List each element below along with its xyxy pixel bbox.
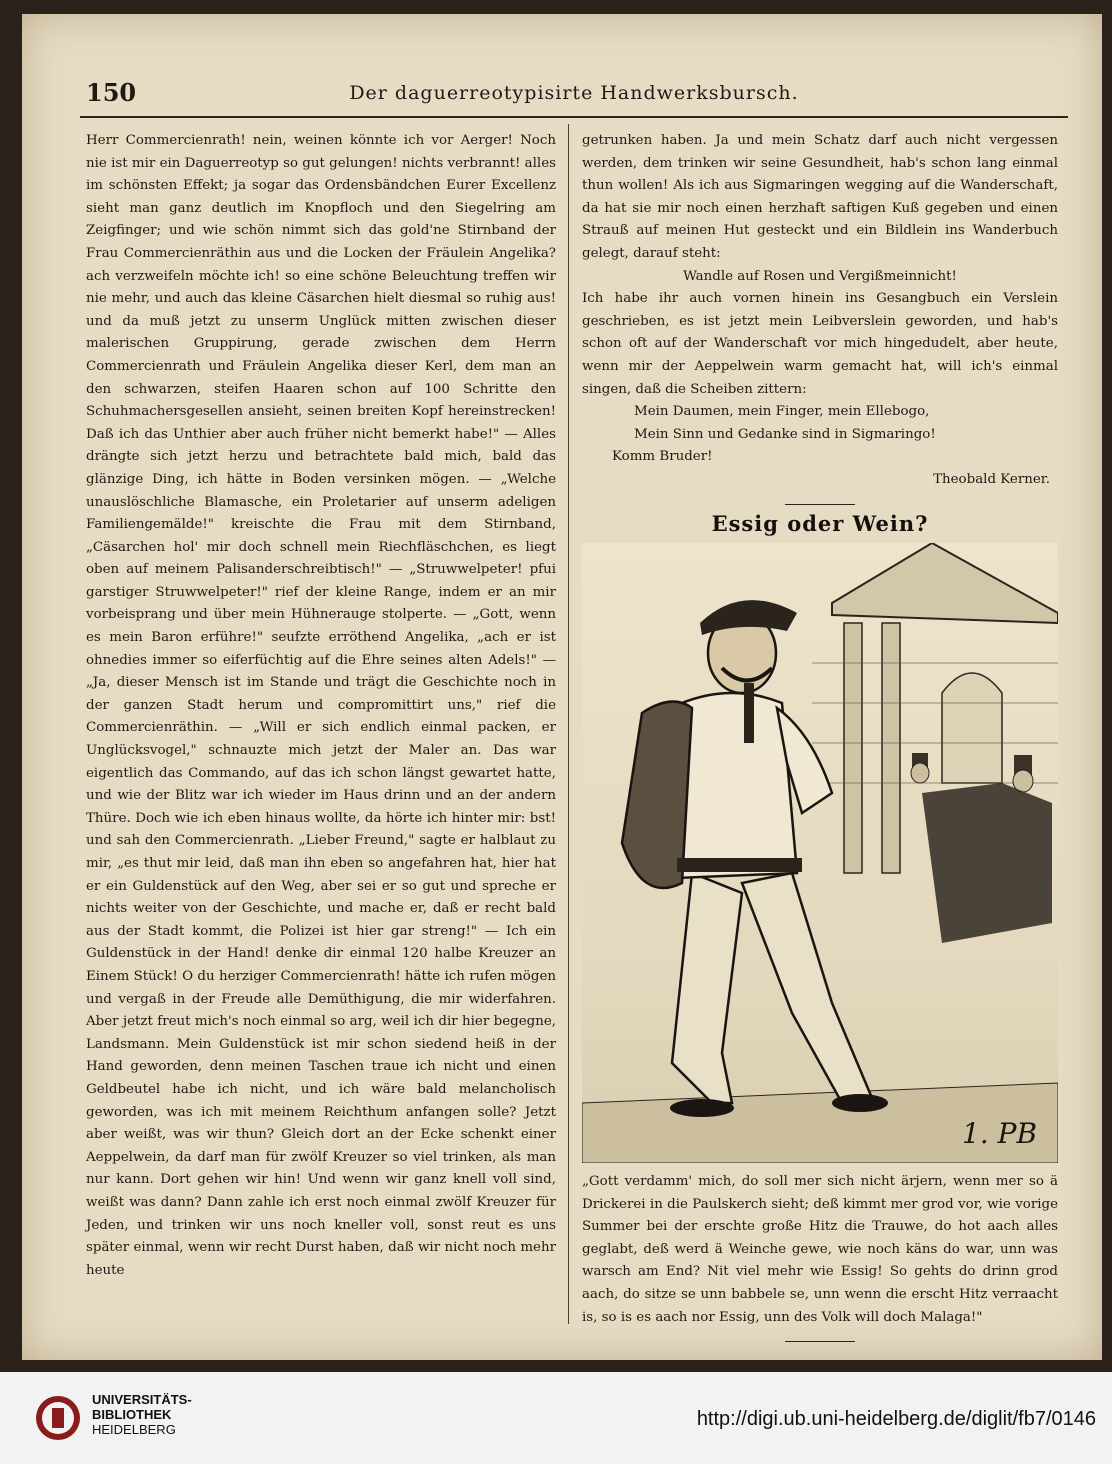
verse-line-3: Komm Bruder! xyxy=(612,449,713,465)
left-column xyxy=(86,130,556,1282)
illustration-drawing xyxy=(582,543,1058,1163)
figure-left-shoe xyxy=(670,1099,734,1117)
library-line-1: UNIVERSITÄTS- xyxy=(92,1392,192,1407)
author-signature: Theobald Kerner. xyxy=(933,471,1050,487)
figure-right-leg xyxy=(742,873,872,1103)
library-line-3: HEIDELBERG xyxy=(92,1422,176,1437)
section-divider xyxy=(785,504,855,505)
column-right xyxy=(882,623,900,873)
running-title: Der daguerreotypisirte Handwerksbursch. xyxy=(349,82,799,104)
page-number: 150 xyxy=(86,78,137,107)
section-title: Essig oder Wein? xyxy=(711,510,929,536)
column-divider xyxy=(568,124,569,1324)
verse-rosen: Wandle auf Rosen und Vergißmeinnicht! xyxy=(683,268,957,284)
right-column xyxy=(582,130,1058,1342)
footer-bar xyxy=(0,1372,1112,1464)
page-header xyxy=(80,72,1068,118)
end-divider xyxy=(785,1341,855,1342)
right-paragraph-2: Ich habe ihr auch vornen hinein ins Gesangbuch ein Verslein geschrieben, es ist jetzt mein Leibverslein geworden, und hab's schon oft auf der Wanderschaft vor mich hingedudelt, aber heute, wenn mir der Aeppelwein warm gemacht hat, will ich's einmal singen, daß die Scheiben zittern: xyxy=(582,291,1058,397)
verse-line-1: Mein Daumen, mein Finger, mein Ellebogo, xyxy=(634,404,930,420)
library-seal-icon xyxy=(34,1394,82,1442)
library-line-2: BIBLIOTHEK xyxy=(92,1407,172,1422)
figure-right-shoe xyxy=(832,1094,888,1112)
illustration-journeyman xyxy=(582,543,1058,1163)
scanned-page xyxy=(22,14,1102,1360)
column-left xyxy=(844,623,862,873)
library-name xyxy=(92,1392,192,1437)
temple-roof xyxy=(832,543,1058,623)
right-paragraph-1: getrunken haben. Ja und mein Schatz darf auch nicht vergessen werden, dem trinken wir seine Gesundheit, hab's schon lang einmal thun wollen! Als ich aus Sigmaringen wegging auf die Wanderschaft, da hat sie mir noch einen herzhaft saftigen Kuß gegeben und einen Strauß auf meinen Hut gesteckt und ein Bildlein ins Wanderbuch gelegt, darauf steht: xyxy=(582,133,1058,261)
illustration-monogram: 1. PB xyxy=(962,1117,1038,1151)
illustration-caption: „Gott verdamm' mich, do soll mer sich nicht ärjern, wenn mer so ä Drickerei in die Paulskerch sieht; deß kimmt mer grod vor, wie vorige Summer bei der erschte große Hitz die Trauwe, do hot aach alles geglabt, deß werd ä Weinche gewe, wie noch käns do war, unn was warsch am End? Nit viel mehr wie Essig! So gehts do drinn grod aach, do sitze se unn babbele se, unn wenn die erscht Hitz verraacht is, so is es aach nor Essig, unn des Volk will doch Malaga!" xyxy=(582,1174,1058,1325)
archway xyxy=(942,673,1002,783)
verse-line-2: Mein Sinn und Gedanke sind in Sigmaringo! xyxy=(634,426,936,442)
figure-tie xyxy=(744,683,754,743)
figure-left-leg xyxy=(672,873,742,1103)
figure-belt xyxy=(677,858,802,872)
permalink-url[interactable]: http://digi.ub.uni-heidelberg.de/diglit/fb7/0146 xyxy=(696,1408,1096,1430)
left-column-text: Herr Commercienrath! nein, weinen könnte ich vor Aerger! Noch nie ist mir ein Daguerreotyp so gut gelungen! nichts verbrannt! alles im schönsten Effekt; ja sogar das Ordensbändchen Eurer Excellenz sieht man ganz deutlich im Knopfloch und den Siegelring am Zeigfinger; und wie schön nimmt sich das gold'ne Stirnband der Frau Commercienräthin aus und die Locken der Fräulein Angelika? ach verzweifeln möchte ich! so eine schöne Beleuchtung treffen wir nie mehr, und auch das kleine Cäsarchen hielt diesmal so ruhig aus! und da muß jetzt zu unserm Unglück mitten zwischen dieser malerischen Gruppirung, gerade zwischen dem Herrn Commercienrath und Fräulein Angelika dieser Kerl, dem man an den schwarzen, steifen Haaren schon auf 100 Schritte den Schuhmachersgesellen ansieht, seinen breiten Kopf hereinstrecken! Daß ich das Unthier aber auch früher nicht bemerkt habe!" — Alles drängte sich jetzt herzu und betrachtete bald mich, bald das glänzige Ding, ich hätte in Boden versinken mögen. — „Welche unauslöschliche Blamasche, ein Proletarier auf unserm adeligen Familiengemälde!" kreischte die Frau mit dem Stirnband, „Cäsarchen hol' mir doch schnell mein Riechfläschchen, es liegt oben auf meinem Palisanderschreibtisch!" — „Struwwelpeter! pfui garstiger Struwwelpeter!" rief der kleine Range, indem er an mir vorbeisprang und über mein Hühnerauge stolperte. — „Gott, wenn es mein Baron erführe!" seufzte erröthend Angelika, „ach er ist ohnedies immer so eiferfüchtig auf die Ehre seines alten Adels!" — „Ja, dieser Mensch ist im Stande und trägt die Geschichte noch in der ganzen Stadt herum und compromittirt uns," rief die Commercienräthin. — „Will er sich endlich einmal packen, er Unglücksvogel," schnauzte mich jetzt der Maler an. Das war eigentlich das Commando, auf das ich schon längst gewartet hatte, und wie der Blitz war ich wieder im Haus drinn und an der andern Thüre. Doch wie ich eben hinaus wollte, da hörte ich hinter mir: bst! und sah den Commercienrath. „Lieber Freund," sagte er halblaut zu mir, „es thut mir leid, daß man ihn eben so angefahren hat, hier hat er ein Guldenstück auf den Weg, aber sei er so gut und spreche er nichts weiter von der Geschichte, und mache er, daß er recht bald aus der Stadt kommt, die Polizei ist hier gar streng!" — Ich ein Guldenstück in der Hand! denke dir einmal 120 halbe Kreuzer an Einem Stück! O du herziger Commercienrath! hätte ich rufen mögen und vergaß in der Freude alle Demüthigung, die mir widerfahren. Aber jetzt freut mich's noch einmal so arg, weil ich dir hier begegne, Landsmann. Mein Guldenstück ist mir schon siedend heiß in der Hand geworden, denn meinen Taschen traue ich nicht und einen Geldbeutel habe ich nicht, und ich wäre bald melancholisch geworden, was ich mit meinem Reichthum anfangen solle? Jetzt aber weißt, was wir thun? Gleich dort an der Ecke schenkt einer Aeppelwein, da darf man für zwölf Kreuzer so viel trinken, als man nur kann. Dort gehen wir hin! Und wenn wir ganz knell voll sind, weißt was dann? Dann zahle ich erst noch einmal zwölf Kreuzer für Jeden, und trinken wir uns noch kneller voll, sonst reut es uns später einmal, wenn wir recht Durst haben, daß wir nicht noch mehr heute xyxy=(86,133,556,1278)
page-content xyxy=(80,72,1068,1336)
